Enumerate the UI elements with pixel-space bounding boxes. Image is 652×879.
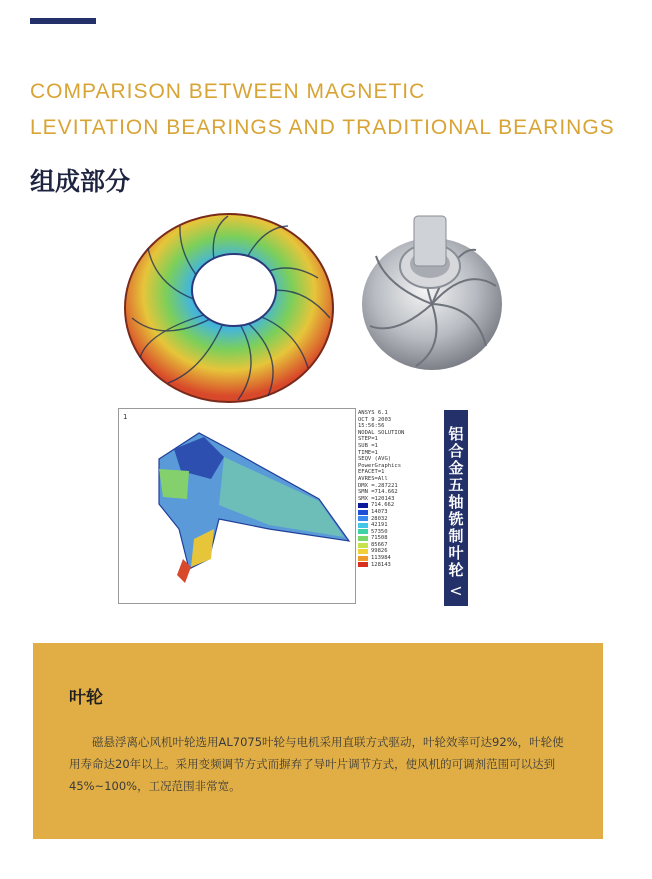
legend-row bbox=[358, 516, 428, 523]
legend-header-line: OCT 9 2003 bbox=[358, 416, 392, 423]
section-title: 组成部分 bbox=[30, 167, 131, 196]
legend-value: 57350 bbox=[371, 528, 388, 535]
legend-row bbox=[358, 502, 428, 509]
impeller-stress-analysis-image bbox=[118, 208, 340, 404]
top-accent-bar bbox=[30, 18, 96, 24]
legend-header-line: 15:56:56 bbox=[358, 423, 385, 430]
legend-swatch bbox=[358, 523, 368, 528]
legend-swatch bbox=[358, 556, 368, 561]
legend-row bbox=[358, 535, 428, 542]
legend-header-line: ANSYS 6.1 bbox=[358, 410, 388, 416]
legend-header-line: EFACET=1 bbox=[358, 469, 385, 476]
legend-value: 85667 bbox=[371, 541, 388, 548]
legend-row bbox=[358, 548, 428, 555]
legend-value: 71508 bbox=[371, 535, 388, 542]
legend-header-line: SUB =1 bbox=[358, 442, 378, 449]
legend-value: 128143 bbox=[371, 561, 391, 568]
legend-header-line: STEP=1 bbox=[358, 436, 378, 443]
legend-header-line: NODAL SOLUTION bbox=[358, 429, 405, 436]
legend-swatch bbox=[358, 536, 368, 541]
legend-swatch bbox=[358, 503, 368, 508]
legend-header-line: DMX =.287221 bbox=[358, 482, 398, 489]
legend-row bbox=[358, 509, 428, 516]
impeller-label-tab bbox=[444, 410, 468, 606]
legend-value: 113984 bbox=[371, 555, 391, 562]
legend-row bbox=[358, 562, 428, 569]
legend-header-line: SMN =714.662 bbox=[358, 489, 398, 496]
english-heading bbox=[30, 74, 630, 146]
legend-swatch bbox=[358, 543, 368, 548]
impeller-info-card bbox=[33, 643, 603, 839]
legend-row bbox=[358, 522, 428, 529]
legend-value: 28032 bbox=[371, 515, 388, 522]
legend-row bbox=[358, 542, 428, 549]
card-title: 叶轮 bbox=[69, 688, 103, 708]
legend-header-line: AVRES=All bbox=[358, 475, 388, 482]
legend-value: 14073 bbox=[371, 508, 388, 515]
legend-row bbox=[358, 555, 428, 562]
legend-header-line: SEQV (AVG) bbox=[358, 456, 392, 463]
ansys-blade-shape bbox=[119, 409, 355, 603]
svg-text:1: 1 bbox=[123, 413, 128, 421]
legend-value: 714.662 bbox=[371, 502, 395, 509]
chevron-left-icon[interactable]: < bbox=[449, 581, 463, 600]
legend-swatch bbox=[358, 510, 368, 515]
card-body: 磁悬浮离心风机叶轮选用AL7075叶轮与电机采用直联方式驱动，叶轮效率可达92%，叶轮使用寿命达20年以上。采用变频调节方式而摒弃了导叶片调节方式，使风机的可调剂范围可以达到45%~100%，工况范围非常宽。 bbox=[69, 735, 564, 793]
ansys-simulation-image bbox=[118, 408, 356, 604]
legend-swatch bbox=[358, 549, 368, 554]
legend-row bbox=[358, 529, 428, 536]
legend-swatch bbox=[358, 562, 368, 567]
aluminium-impeller-photo bbox=[356, 206, 506, 376]
legend-value: 42191 bbox=[371, 522, 388, 529]
legend-swatch bbox=[358, 529, 368, 534]
english-heading-line-1: COMPARISON BETWEEN MAGNETIC bbox=[30, 80, 426, 103]
legend-header-line: SMX =120143 bbox=[358, 495, 395, 502]
legend-swatch bbox=[358, 516, 368, 521]
legend-header-line: PowerGraphics bbox=[358, 462, 402, 469]
ansys-legend bbox=[358, 410, 428, 568]
legend-value: 99826 bbox=[371, 548, 388, 555]
impeller-label-text: 铝合金五轴铣制叶轮 bbox=[446, 426, 465, 579]
legend-header-line: TIME=1 bbox=[358, 449, 378, 456]
english-heading-line-2: LEVITATION BEARINGS AND TRADITIONAL BEARINGS bbox=[30, 116, 615, 139]
